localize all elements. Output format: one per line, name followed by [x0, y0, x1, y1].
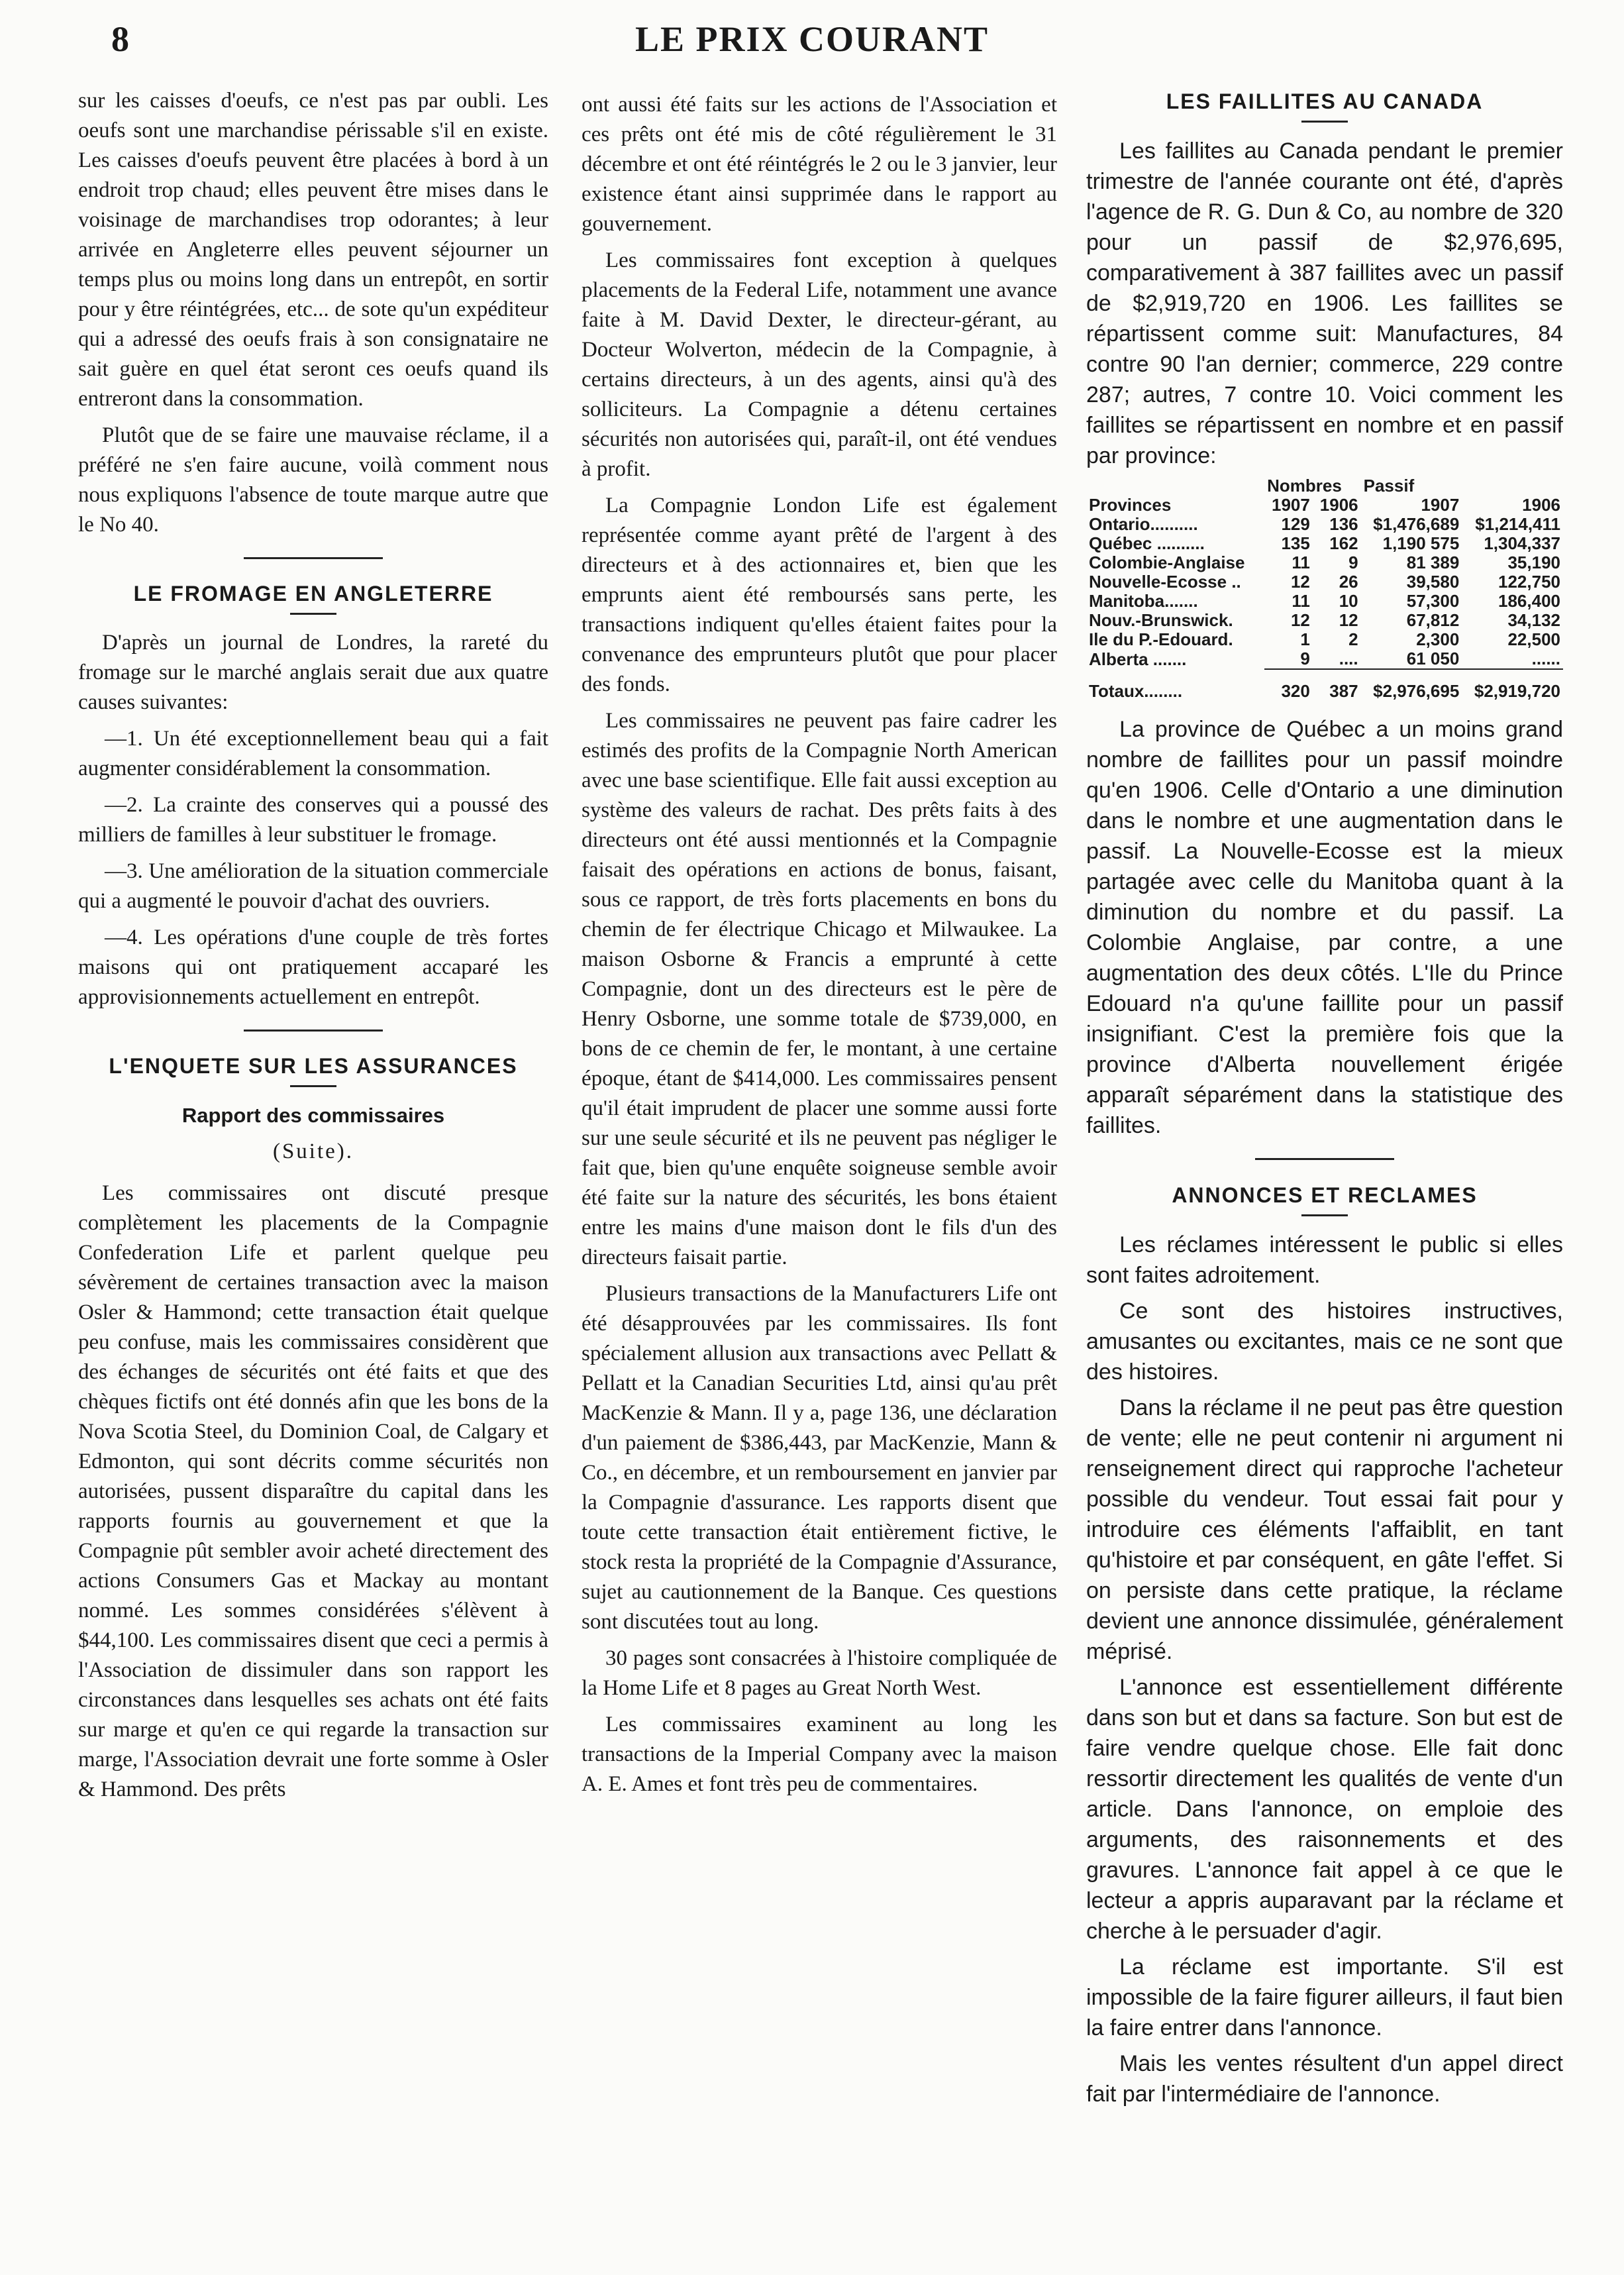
col-header: 1907 [1421, 495, 1460, 515]
section-divider [244, 1030, 383, 1032]
table-cell: 135 [1281, 533, 1310, 553]
table-cell: Ontario.......... [1089, 514, 1198, 534]
paragraph: Les commissaires font exception à quelques placements de la Federal Life, notamment une avance faite à M. David Dexter, le directeur-gérant, au Docteur Wolverton, médecin de la Compagnie, à certains directeurs, à un des agents, ainsi qu'à des solliciteurs. La Compagnie a détenu certaines sécurités non autorisées qui, paraît-il, ont été vendues à profit. [582, 248, 1057, 481]
paragraph: Plutôt que de se faire une mauvaise réclame, il a préféré ne s'en faire aucune, voilà comment nous nous expliquons l'absence de toute marque autre que le No 40. [78, 423, 548, 537]
paragraph: Les réclames intéressent le public si elles sont faites adroitement. [1086, 1232, 1563, 1288]
table-total-row [1086, 674, 1563, 701]
table-cell: 67,812 [1406, 610, 1460, 630]
col-header: 1907 [1272, 495, 1310, 515]
paragraph: La réclame est importante. S'il est impossible de la faire figurer ailleurs, il faut bien la faire entrer dans l'annonce. [1086, 1954, 1563, 2040]
table-cell: Totaux........ [1089, 681, 1183, 701]
page-number: 8 [111, 19, 129, 59]
section-divider [244, 557, 383, 559]
group-header-passif: Passif [1363, 476, 1415, 496]
table-cell: 61 050 [1406, 649, 1460, 668]
section-subtitle: Rapport des commissaires [181, 1104, 445, 1127]
table-cell: ...... [1531, 649, 1560, 668]
table-row [1086, 649, 1563, 669]
table-cell: Colombie-Anglaise [1089, 553, 1245, 572]
table-row [1086, 515, 1563, 534]
table-cell: Québec .......... [1089, 533, 1205, 553]
table-cell: 81 389 [1406, 553, 1460, 572]
paragraph: Les commissaires ne peuvent pas faire cadrer les estimés des profits de la Compagnie North American avec une base scientifique. Elle fait aussi exception au système des valeurs de rachat. Des prêts faits à des directeurs ont été aussi mentionnés et la Compagnie faisait des opérations en actions de bonus, faisant, sous ce rapport, de très forts placements en bons du chemin de fer électrique Chicago et Milwaukee. La maison Osborne & Francis a emprunté à cette Compagnie, dont un des directeurs est le père de Henry Osborne, une somme totale de $739,000, en bons de ce chemin de fer, le montant, à une certaine époque, étant de $414,000. Les commissaires pensent qu'il était imprudent de placer une somme aussi forte sur une seule sécurité et ils ne peuvent pas négliger le fait que, bien qu'une enquête soigneuse semble avoir été faite sur la nature des sécurités, les bons étaient entre les mains d'une maison dont le fils d'un des directeurs faisait partie. [582, 709, 1057, 1269]
table-cell: 26 [1339, 572, 1358, 592]
table-cell: $1,476,689 [1373, 514, 1460, 534]
table-cell: 1 [1300, 629, 1310, 649]
table-cell: 12 [1339, 610, 1358, 630]
column-left [78, 86, 548, 1811]
table-cell: 9 [1300, 649, 1310, 668]
paragraph: Les commissaires examinent au long les transactions de la Imperial Company avec la maison A. E. Ames et font très peu de commentaires. [582, 1713, 1057, 1796]
title-underline [290, 613, 336, 615]
table-cell: $2,919,720 [1474, 681, 1560, 701]
table-cell: 320 [1281, 681, 1310, 701]
table-cell: Nouv.-Brunswick. [1089, 610, 1233, 630]
table-cell: 10 [1339, 591, 1358, 611]
table-row [1086, 630, 1563, 649]
list-item: —1. Un été exceptionnellement beau qui a fait augmenter considérablement la consommation. [78, 727, 548, 780]
section-title-annonces: ANNONCES ET RECLAMES [1172, 1183, 1478, 1207]
table-cell: 11 [1292, 591, 1310, 611]
column-right [1086, 86, 1563, 2115]
section-divider [1255, 1158, 1394, 1160]
table-cell: 136 [1329, 514, 1358, 534]
table-cell: .... [1339, 649, 1358, 668]
section-suite: (Suite). [272, 1139, 354, 1163]
group-header-nombres: Nombres [1267, 476, 1342, 496]
table-cell: $2,976,695 [1373, 681, 1460, 701]
paragraph: ont aussi été faits sur les actions de l'Association et ces prêts ont été mis de côté régulièrement le 31 décembre et ont été réintégrés le 2 ou le 3 janvier, leur existence étant ainsi supprimée dans le rapport au gouvernement. [582, 93, 1057, 236]
table-row [1086, 534, 1563, 553]
table-cell: 9 [1348, 553, 1358, 572]
cause-list [78, 724, 548, 1012]
faillites-table [1086, 476, 1563, 701]
paragraph: Ce sont des histoires instructives, amusantes ou excitantes, mais ce ne sont que des histoires. [1086, 1298, 1563, 1385]
paragraph: La province de Québec a un moins grand nombre de faillites pour un passif moindre qu'en 1906. Celle d'Ontario a une diminution dans le nombre et une augmentation dans le passif. La Nouvelle-Ecosse est la mieux partagée avec celle du Manitoba quant à la diminution du nombre et du passif. La Colombie Anglaise, par contre, a une augmentation des deux côtés. L'Ile du Prince Edouard n'a qu'une faillite pour un passif insignifiant. C'est la première fois que la province d'Alberta nouvellement érigée apparaît séparément dans la statistique des faillites. [1086, 717, 1563, 1138]
paragraph: Les commissaires ont discuté presque complètement les placements de la Compagnie Confederation Life et parlent quelque peu sévèrement de certaines transaction avec la maison Osler & Hammond; cette transaction était quelque peu confuse, mais les commissaires considèrent que des échanges de sécurités ont été faits et que des chèques fictifs ont été donnés afin que les bons de la Nova Scotia Steel, du Dominion Coal, de Calgary et Edmonton, qui sont décrits comme sécurités non autorisées, pussent disparaître du capital dans les rapports fournis au gouvernement et que la Compagnie pût sembler avoir acheté directement des actions Consumers Gas et Mackay au montant nommé. Les sommes considérées s'élèvent à $44,100. Les commissaires disent que ceci a permis à l'Association de dissimuler dans son rapport les circonstances dans lesquelles ses achats ont été faits sur marge et qu'en ce qui regarde la transaction sur marge, l'Association devrait une forte somme à Osler & Hammond. Des prêts [78, 1181, 548, 1801]
table-cell: $1,214,411 [1475, 514, 1560, 534]
table-cell: 2 [1348, 629, 1358, 649]
paragraph: Plusieurs transactions de la Manufacturers Life ont été désapprouvées par les commissaires. Ils font spécialement allusion aux transactions avec Pellatt & Pellatt et la Canadian Securities Ltd, ainsi qu'au prêt MacKenzie & Mann. Il y a, page 136, une déclaration d'un paiement de $386,443, par MacKenzie, Mann & Co., en décembre, et un remboursement en janvier par la Compagnie d'assurance. Les rapports disent que toute cette transaction était entièrement fictive, le stock resta la propriété de la Compagnie d'Assurance, sujet au cautionnement de la Banque. Ces questions sont discutées tout au long. [582, 1282, 1057, 1634]
table-cell: 129 [1281, 514, 1310, 534]
title-underline [1301, 121, 1348, 123]
table-cell: 34,132 [1507, 610, 1560, 630]
column-middle [582, 90, 1057, 1806]
col-header: 1906 [1522, 495, 1560, 515]
table-cell: 57,300 [1406, 591, 1460, 611]
list-item: —2. La crainte des conserves qui a poussé des milliers de familles à leur substituer le fromage. [78, 793, 548, 847]
paragraph: Les faillites au Canada pendant le premier trimestre de l'année courante ont été, d'après l'agence de R. G. Dun & Co, au nombre de 320 pour un passif de $2,976,695, comparativement à 387 faillites avec un passif de $2,919,720 en 1906. Les faillites se répartissent comme suit: Manufactures, 84 contre 90 l'an dernier; commerce, 229 contre 287; autres, 7 contre 10. Voici comment les faillites se répartissent en nombre et en passif par province: [1086, 138, 1563, 468]
section-title-faillites: LES FAILLITES AU CANADA [1166, 89, 1484, 113]
table-header [1086, 496, 1563, 515]
title-underline [1301, 1214, 1348, 1216]
col-header: Provinces [1089, 495, 1172, 515]
table-cell: Ile du P.-Edouard. [1089, 629, 1233, 649]
table-row [1086, 611, 1563, 630]
section-title-fromage: LE FROMAGE EN ANGLETERRE [133, 582, 493, 606]
table-cell: Alberta ....... [1089, 649, 1187, 669]
col-header: 1906 [1319, 495, 1358, 515]
paragraph: L'annonce est essentiellement différente dans son but et dans sa facture. Son but est de faire vendre quelque chose. Elle fait donc ressortir directement les qualités de vente d'un article. Dans l'annonce, on emploie des arguments, des raisonnements et des gravures. L'annonce fait appel à ce que le lecteur a appris auparavant par la réclame et cherche à le persuader d'agir. [1086, 1675, 1563, 1944]
table-cell: 1,304,337 [1484, 533, 1560, 553]
list-item: —4. Les opérations d'une couple de très fortes maisons qui ont pratiquement accaparé les approvisionnements actuellement en entrepôt. [78, 926, 548, 1009]
paragraph: D'après un journal de Londres, la rareté du fromage sur le marché anglais serait due aux quatre causes suivantes: [78, 631, 548, 714]
table-group-header [1086, 476, 1563, 496]
table-cell: 1,190 575 [1382, 533, 1460, 553]
table-cell: 12 [1290, 610, 1310, 630]
table-row [1086, 572, 1563, 592]
table-cell: 39,580 [1406, 572, 1460, 592]
journal-title: LE PRIX COURANT [634, 19, 990, 59]
table-cell: 162 [1329, 533, 1358, 553]
paragraph: La Compagnie London Life est également représentée comme ayant prêté de l'argent à des directeurs et à des actionnaires et, bien que les emprunts aient été remboursés sans perte, les transactions indiquent qu'elles étaient faites pour la convenance des emprunteurs plutôt que pour placer des fonds. [582, 494, 1057, 696]
table-cell: 186,400 [1498, 591, 1560, 611]
table-cell: Manitoba....... [1089, 591, 1198, 611]
paragraph: Mais les ventes résultent d'un appel direct fait par l'intermédiaire de l'annonce. [1086, 2051, 1563, 2107]
title-underline [290, 1085, 336, 1087]
paragraph: sur les caisses d'oeufs, ce n'est pas par oubli. Les oeufs sont une marchandise périssable s'il en existe. Les caisses d'oeufs peuvent être placées à bord à un endroit trop chaud; elles peuvent être mises dans le voisinage de marchandises trop odorantes; à leur arrivée en Angleterre elles peuvent séjourner un temps plus ou moins long dans un entrepôt, en sortir pour y être réintégrées, etc... de sote qu'un expéditeur qui a adressé des oeufs frais à son consignataire ne sait guère en quel état seront ces oeufs quand ils entreront dans la consommation. [78, 89, 548, 411]
paragraph: Dans la réclame il ne peut pas être question de vente; elle ne peut contenir ni argument ni renseignement direct qui rapproche l'acheteur possible du vendeur. Tout essai fait pour y introduire ces éléments l'affaiblit, en tant qu'histoire et par conséquent, en gâte l'effet. Si on persiste dans cette pratique, la réclame devient une annonce dissimulée, généralement méprisé. [1086, 1395, 1563, 1664]
section-title-enquete: L'ENQUETE SUR LES ASSURANCES [109, 1054, 518, 1078]
table-cell: 387 [1329, 681, 1358, 701]
table-row [1086, 553, 1563, 572]
table-cell: Nouvelle-Ecosse .. [1089, 572, 1241, 592]
table-cell: 22,500 [1507, 629, 1560, 649]
page-header [0, 19, 1624, 65]
list-item: —3. Une amélioration de la situation commerciale qui a augmenté le pouvoir d'achat des ouvriers. [78, 859, 548, 913]
table-cell: 2,300 [1416, 629, 1460, 649]
table-cell: 35,190 [1507, 553, 1560, 572]
table-cell: 122,750 [1498, 572, 1560, 592]
table-cell: 12 [1290, 572, 1310, 592]
table-rule-row [1086, 669, 1563, 674]
paragraph: 30 pages sont consacrées à l'histoire compliquée de la Home Life et 8 pages au Great North West. [582, 1646, 1057, 1700]
table-cell: 11 [1292, 553, 1310, 572]
table-row [1086, 592, 1563, 611]
